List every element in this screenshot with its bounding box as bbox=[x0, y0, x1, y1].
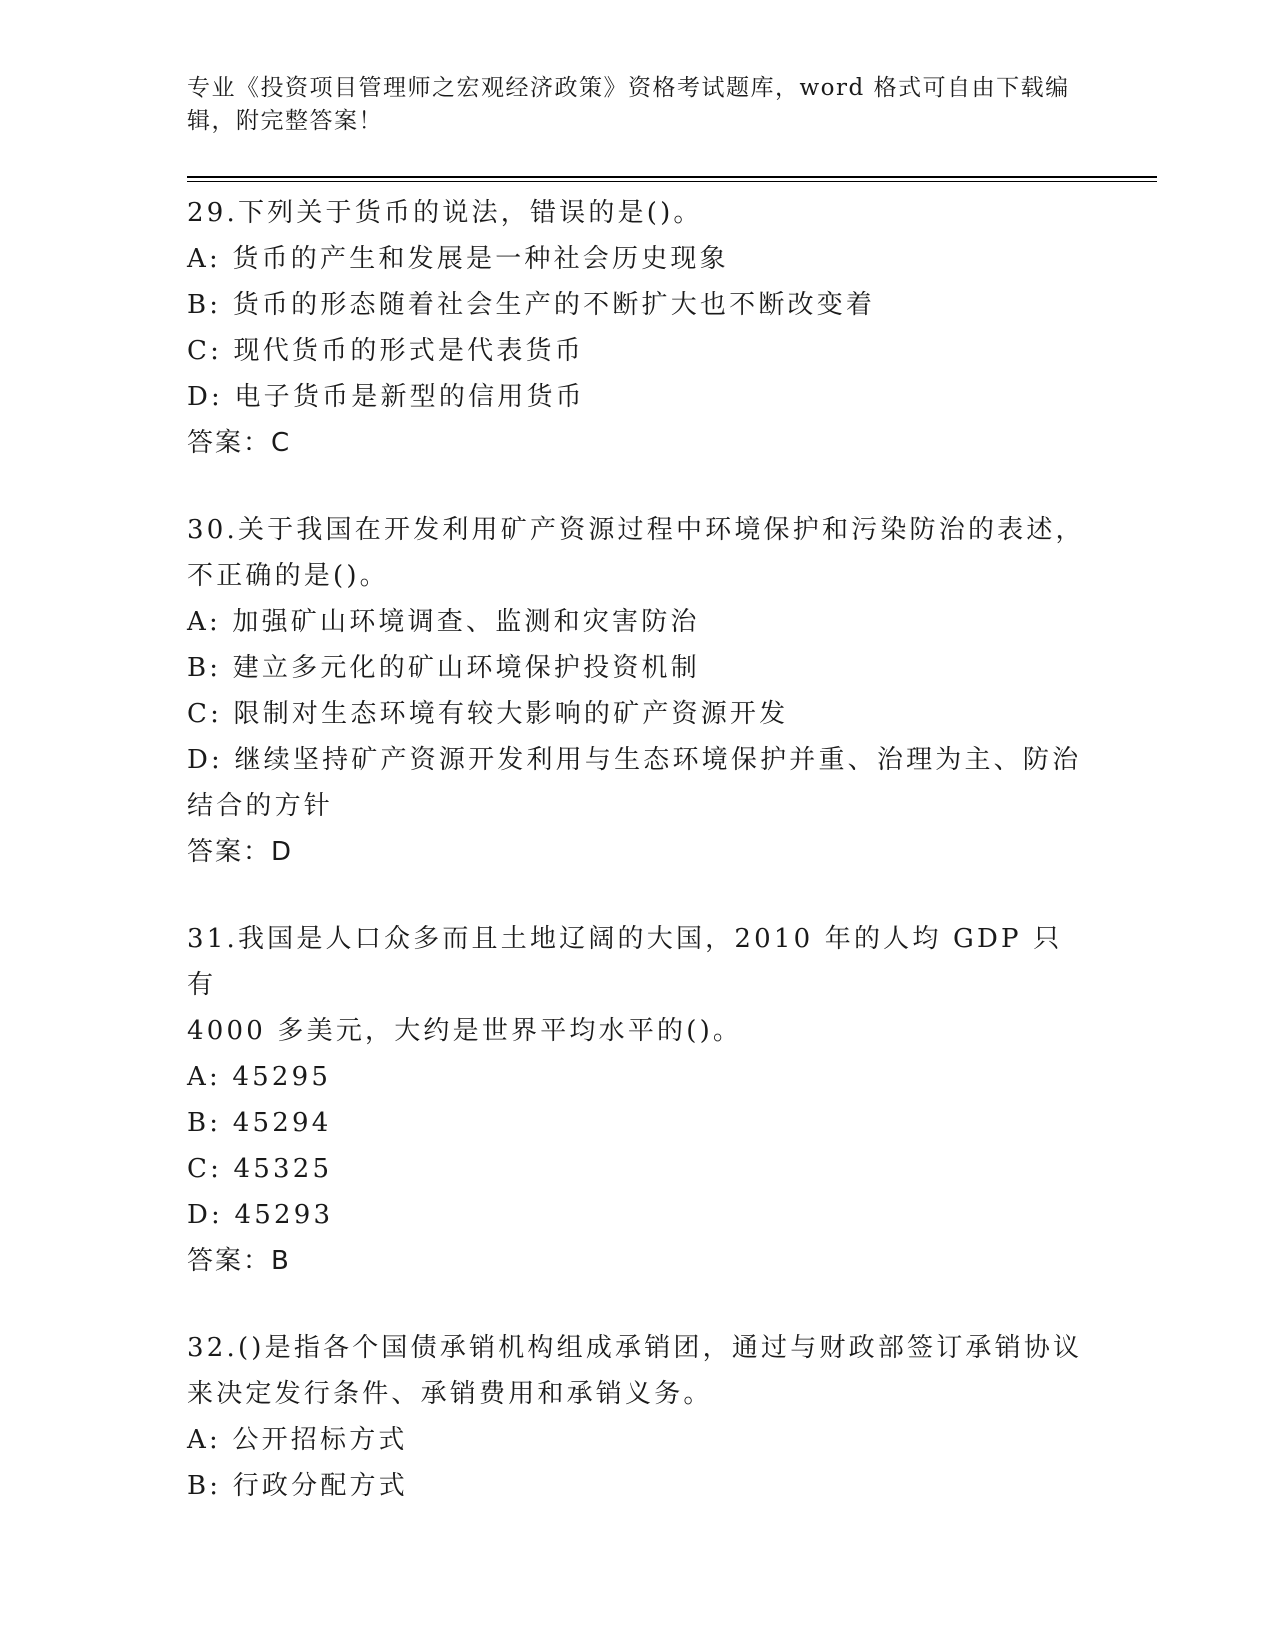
question-stem: 30.关于我国在开发利用矿产资源过程中环境保护和污染防治的表述， bbox=[187, 515, 1085, 545]
question-32 bbox=[187, 1325, 1087, 1509]
answer-line: 答案：D bbox=[187, 837, 294, 867]
question-stem-continued: 4000 多美元，大约是世界平均水平的()。 bbox=[187, 1016, 743, 1046]
option-b: B: 建立多元化的矿山环境保护投资机制 bbox=[187, 653, 700, 683]
question-stem: 29.下列关于货币的说法，错误的是()。 bbox=[187, 198, 703, 228]
option-d-continued: 结合的方针 bbox=[187, 791, 334, 821]
answer-line: 答案：B bbox=[187, 1246, 291, 1276]
option-c: C: 45325 bbox=[187, 1154, 333, 1184]
header-line-1: 专业《投资项目管理师之宏观经济政策》资格考试题库，word 格式可自由下载编 bbox=[187, 75, 1070, 101]
header-line-2: 辑，附完整答案！ bbox=[187, 108, 383, 134]
question-29 bbox=[187, 190, 1087, 466]
question-stem-continued: 来决定发行条件、承销费用和承销义务。 bbox=[187, 1379, 713, 1409]
document-page bbox=[187, 0, 1157, 1650]
option-b: B: 行政分配方式 bbox=[187, 1471, 408, 1501]
option-a: A: 公开招标方式 bbox=[187, 1425, 408, 1455]
option-d: D: 电子货币是新型的信用货币 bbox=[187, 382, 585, 412]
question-stem: 31.我国是人口众多而且土地辽阔的大国，2010 年的人均 GDP 只有 bbox=[187, 924, 1063, 1000]
option-a: A: 货币的产生和发展是一种社会历史现象 bbox=[187, 244, 729, 274]
option-c: C: 现代货币的形式是代表货币 bbox=[187, 336, 584, 366]
option-a: A: 45295 bbox=[187, 1062, 332, 1092]
question-31 bbox=[187, 916, 1087, 1284]
header-divider bbox=[187, 176, 1157, 182]
question-stem: 32.()是指各个国债承销机构组成承销团，通过与财政部签订承销协议 bbox=[187, 1333, 1083, 1363]
question-stem-continued: 不正确的是()。 bbox=[187, 561, 389, 591]
answer-line: 答案：C bbox=[187, 428, 292, 458]
option-d: D: 继续坚持矿产资源开发利用与生态环境保护并重、治理为主、防治 bbox=[187, 745, 1082, 775]
option-b: B: 货币的形态随着社会生产的不断扩大也不断改变着 bbox=[187, 290, 876, 320]
option-d: D: 45293 bbox=[187, 1200, 334, 1230]
option-c: C: 限制对生态环境有较大影响的矿产资源开发 bbox=[187, 699, 789, 729]
question-list bbox=[187, 190, 1087, 1550]
document-header bbox=[187, 72, 1087, 138]
option-b: B: 45294 bbox=[187, 1108, 332, 1138]
question-30 bbox=[187, 507, 1087, 875]
option-a: A: 加强矿山环境调查、监测和灾害防治 bbox=[187, 607, 700, 637]
